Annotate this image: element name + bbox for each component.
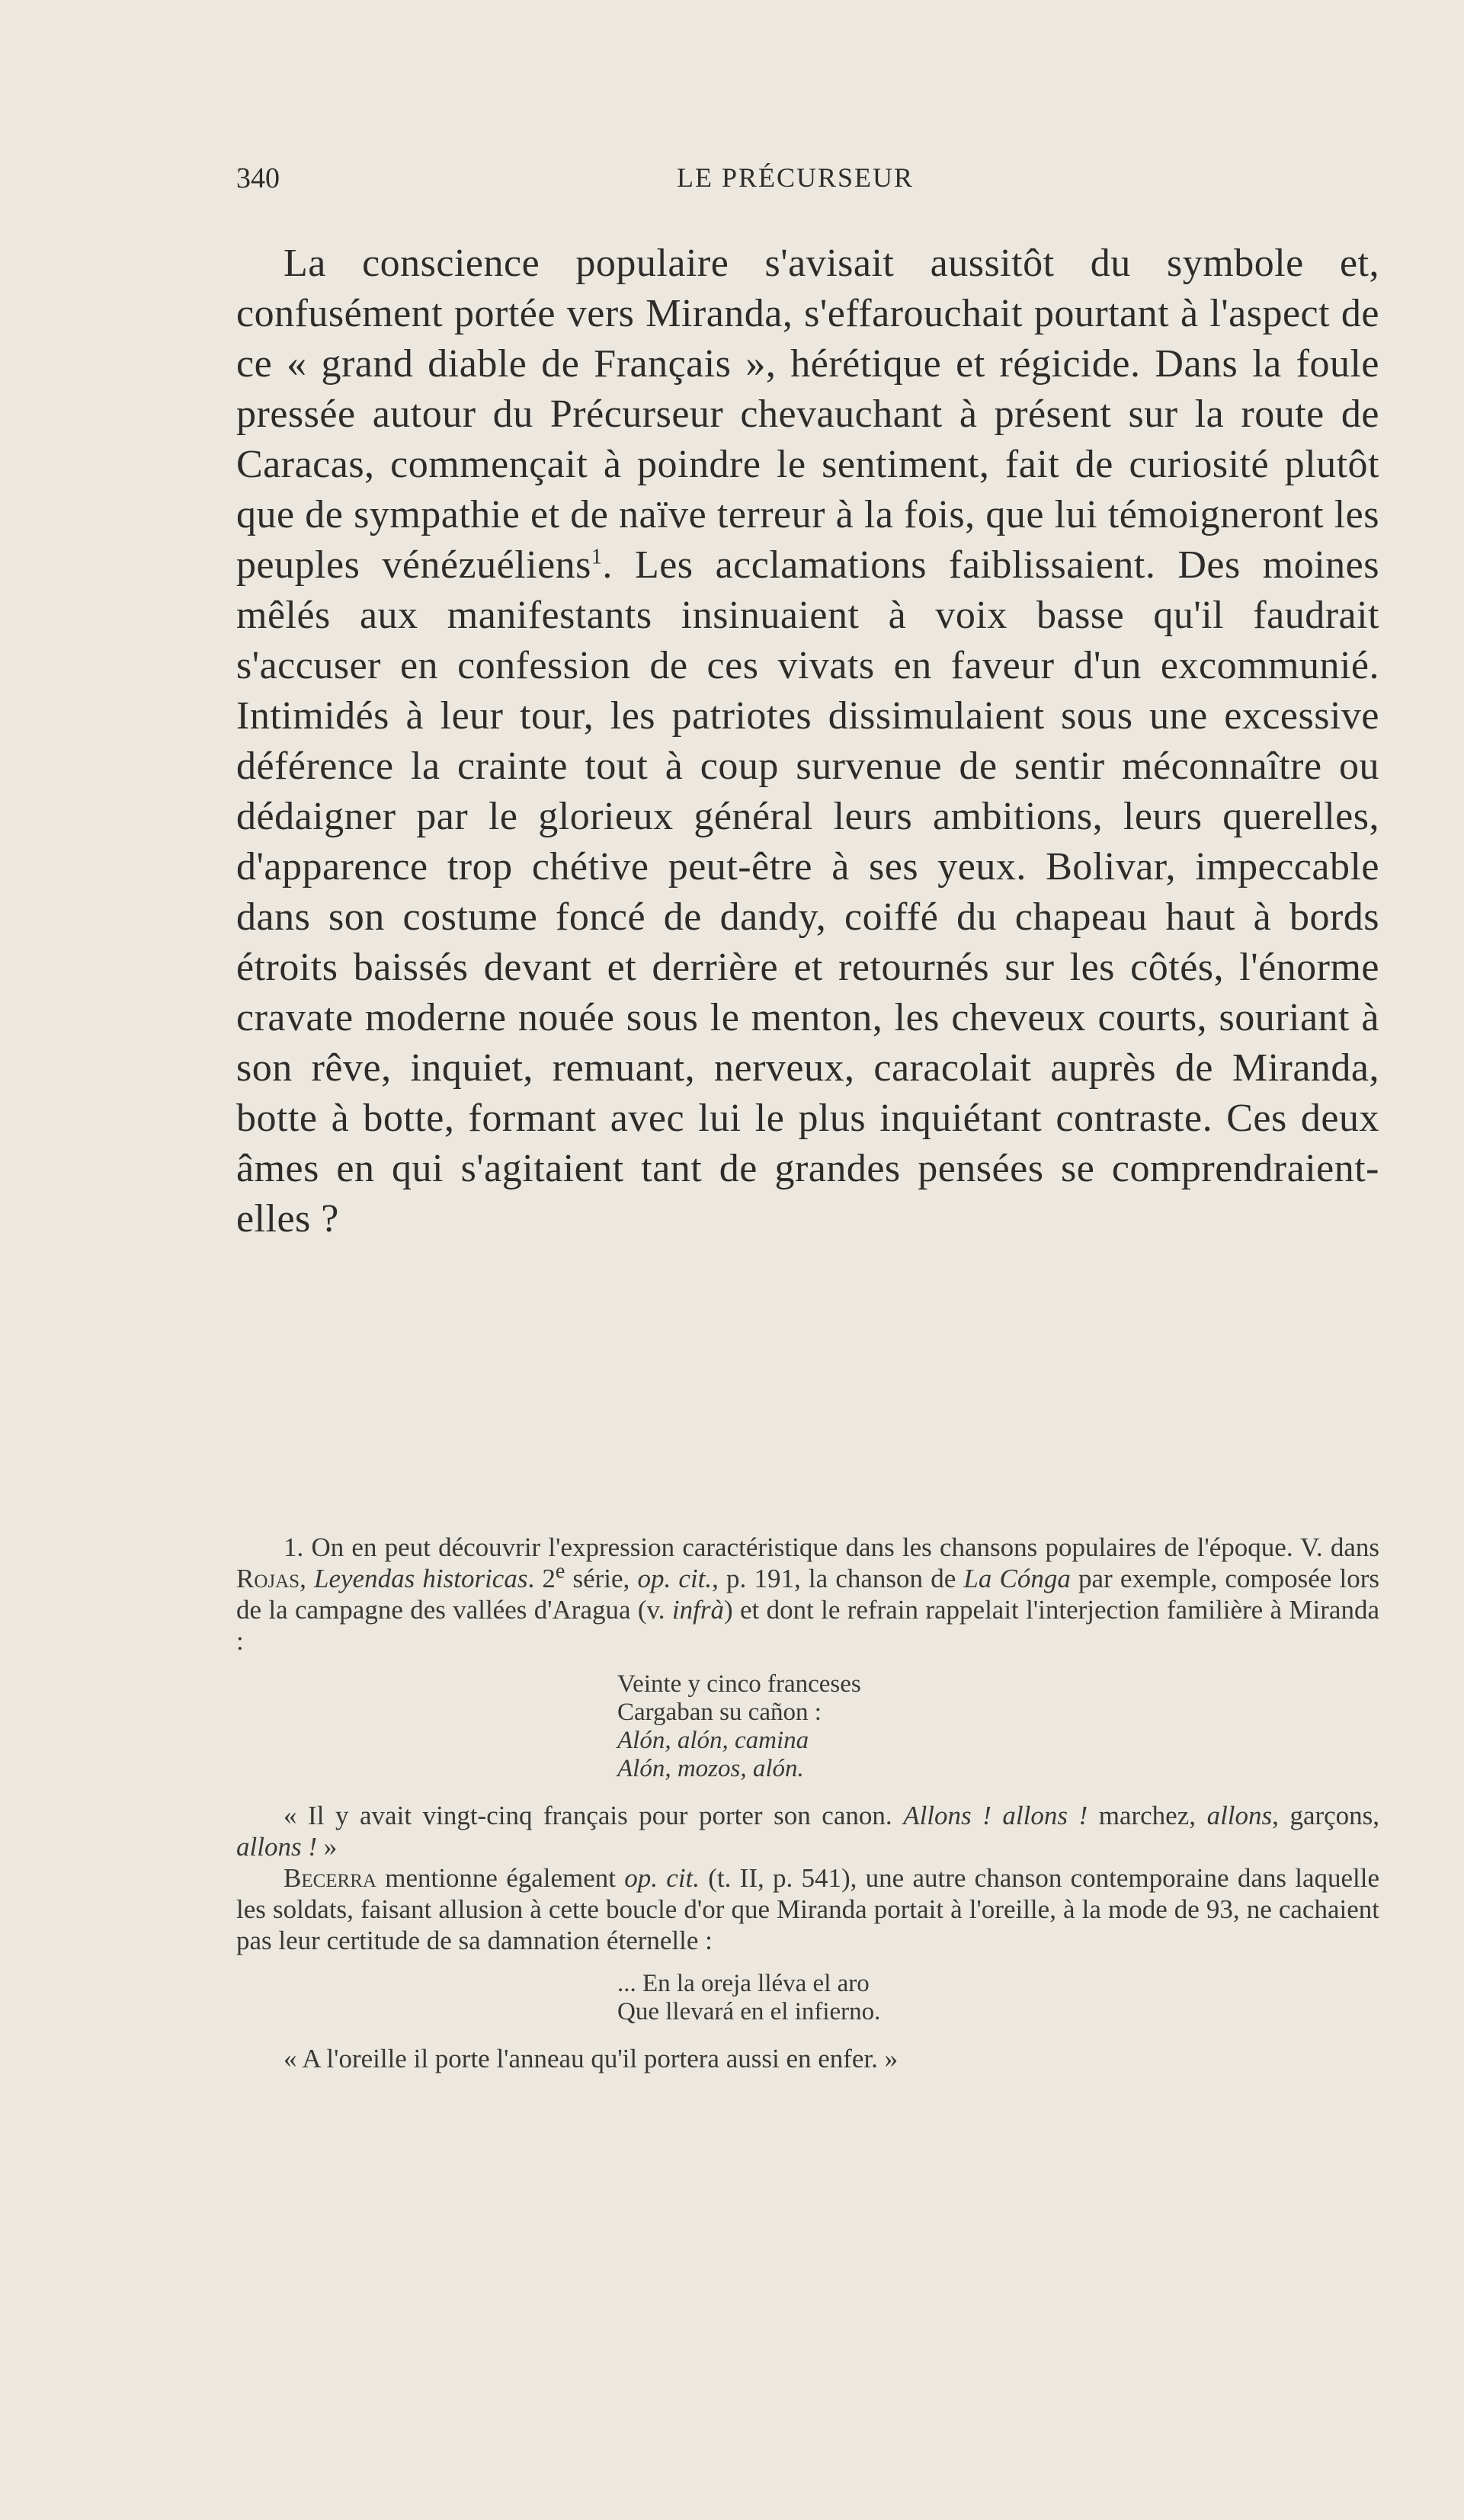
footnote-reference: 1 xyxy=(591,545,603,569)
verse-line: Que llevará en el infierno. xyxy=(617,1998,881,2025)
verse-line: Cargaban su cañon : xyxy=(617,1699,822,1726)
footnote-paragraph: 1. On en peut découvrir l'expression caractéristique dans les chansons populaires de l'époque. V. dans Rojas, Leyendas historicas. 2e série, op. cit., p. 191, la chanson de La Cónga par exemple, composée lors de la campagne des vallées d'Aragua (v. infrà) et dont le refrain rappelait l'interjection familière à Miranda : xyxy=(236,1532,1380,1656)
footnote-paragraph: « Il y avait vingt-cinq français pour porter son canon. Allons ! allons ! marchez, allons, garçons, allons ! » xyxy=(236,1801,1380,1862)
footnote-paragraph: Becerra mentionne également op. cit. (t. II, p. 541), une autre chanson contemporaine dans laquelle les soldats, faisant allusion à cette boucle d'or que Miranda portait à l'oreille, à la mode de 93, ne cachaient pas leur certitude de sa damnation éternelle : xyxy=(236,1863,1380,1955)
verse-line: ... En la oreja lléva el aro xyxy=(617,1970,870,1997)
main-text xyxy=(236,239,1379,1244)
page-number: 340 xyxy=(236,162,280,194)
verse-line: Alón, mozos, alón. xyxy=(617,1755,804,1782)
verse-line: Alón, alón, camina xyxy=(617,1727,809,1754)
footnote-marker: 1. xyxy=(284,1532,304,1562)
verse-block xyxy=(617,1970,1379,2026)
footnote-paragraph: « A l'oreille il porte l'anneau qu'il portera aussi en enfer. » xyxy=(284,2044,899,2073)
page-header xyxy=(236,162,1379,207)
running-title: LE PRÉCURSEUR xyxy=(677,162,915,193)
verse-block xyxy=(617,1670,1379,1783)
main-paragraph: La conscience populaire s'avisait aussitôt du symbole et, confusément portée vers Miranda, s'effarouchait pourtant à l'aspect de ce « grand diable de Français », hérétique et régicide. Dans la foule pressée autour du Précurseur chevauchant à présent sur la route de Caracas, commençait à poindre le sentiment, fait de curiosité plutôt que de sympathie et de naïve terreur à la fois, que lui témoigneront les peuples vénézuéliens$^1$. Les acclamations faiblissaient. Des moines mêlés aux manifestants insinuaient à voix basse qu'il faudrait s'accuser en confession de ces vivats en faveur d'un excommunié. Intimidés à leur tour, les patriotes dissimulaient sous une excessive déférence la crainte tout à coup survenue de sentir méconnaître ou dédaigner par le glorieux général leurs ambitions, leurs querelles, d'apparence trop chétive peut-être à ses yeux. Bolivar, impeccable dans son costume foncé de dandy, coiffé du chapeau haut à bords étroits baissés devant et derrière et retournés sur les côtés, l'énorme cravate moderne nouée sous le menton, les cheveux courts, souriant à son rêve, inquiet, remuant, nerveux, caracolait auprès de Miranda, botte à botte, formant avec lui le plus inquiétant contraste. Ces deux âmes en qui s'agitaient tant de grandes pensées se comprendraient-elles ? xyxy=(236,242,1379,1241)
footnotes xyxy=(236,1532,1379,2074)
verse-line: Veinte y cinco franceses xyxy=(617,1670,861,1698)
